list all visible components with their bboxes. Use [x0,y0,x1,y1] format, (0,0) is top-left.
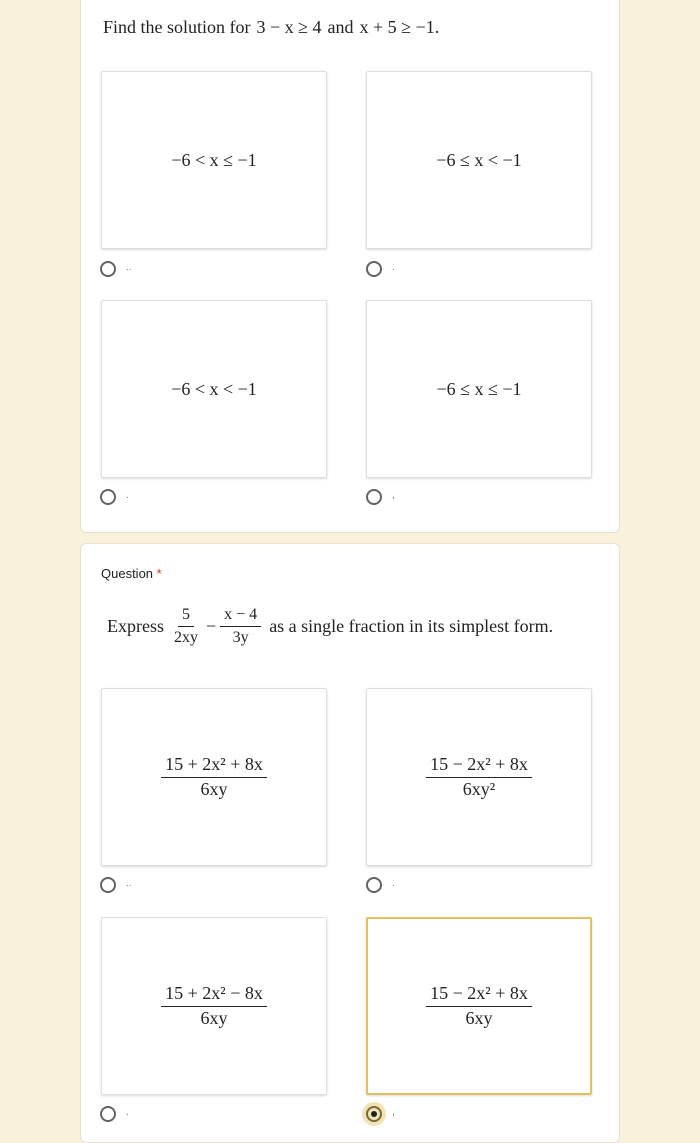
question-2-text [107,606,553,646]
q2-option-a-num: 15 + 2x² + 8x [161,755,267,778]
q2-option-a-label: .. [126,878,132,889]
q1-option-b[interactable] [366,71,592,249]
q2-option-b-num: 15 − 2x² + 8x [426,755,532,778]
q1-option-a-radio[interactable] [100,261,116,277]
q1-option-c-label: . [126,490,129,501]
q2-option-b[interactable] [366,688,592,866]
q2-option-c[interactable] [101,917,327,1095]
q2-option-c-num: 15 + 2x² − 8x [161,984,267,1007]
question-1-prefix: Find the solution for [103,17,251,37]
q2-fraction-2-den: 3y [232,628,249,646]
q1-option-c-text: −6 < x < −1 [171,378,257,399]
question-2-prefix: Express [107,615,164,636]
question-2-heading [101,566,162,581]
q1-option-b-label: . [392,262,395,273]
q2-fraction-1-den: 2xy [174,628,198,646]
q2-option-c-den: 6xy [200,1007,228,1028]
q2-option-d[interactable] [366,917,592,1095]
q1-option-d[interactable] [366,300,592,478]
question-1-conj: and [327,17,354,37]
q1-option-c-radio[interactable] [100,489,116,505]
q1-option-b-text: −6 ≤ x < −1 [436,149,522,170]
q1-option-a-label: .. [126,262,132,273]
q1-option-d-label: , [392,490,395,501]
q2-fraction-2 [220,606,261,646]
q2-option-c-radio[interactable] [100,1106,116,1122]
q1-option-a[interactable] [101,71,327,249]
q2-option-d-den: 6xy [465,1007,493,1028]
q2-option-d-label: , [392,1107,395,1118]
q2-fraction-2-num: x − 4 [220,606,261,627]
q2-fraction-1-num: 5 [178,606,194,627]
q2-option-a-radio[interactable] [100,877,116,893]
question-2-heading-text: Question [101,566,154,581]
q1-option-d-radio[interactable] [366,489,382,505]
q1-option-a-text: −6 < x ≤ −1 [171,149,257,170]
q2-option-b-label: . [392,878,395,889]
q2-fraction-1 [170,606,202,646]
q2-option-a-den: 6xy [200,778,228,799]
q1-option-d-text: −6 ≤ x ≤ −1 [436,378,522,399]
question-1-expr-1: 3 − x ≥ 4 [256,17,322,37]
q2-option-b-den: 6xy² [462,778,496,799]
q2-option-a[interactable] [101,688,327,866]
q2-minus: − [206,615,217,636]
q2-option-a-fraction [161,755,267,800]
question-2-suffix: as a single fraction in its simplest form. [269,615,554,636]
q2-option-c-fraction [161,984,267,1029]
q1-option-b-radio[interactable] [366,261,382,277]
required-mark: * [156,566,162,581]
q2-option-d-fraction [426,984,532,1029]
q2-option-d-num: 15 − 2x² + 8x [426,984,532,1007]
q2-option-b-fraction [426,755,532,800]
q1-option-c[interactable] [101,300,327,478]
q2-option-b-radio[interactable] [366,877,382,893]
q2-option-c-label: . [126,1107,129,1118]
question-1-text [103,17,439,38]
q2-option-d-radio-selected[interactable] [366,1106,382,1122]
question-1-expr-2: x + 5 ≥ −1. [359,17,440,37]
